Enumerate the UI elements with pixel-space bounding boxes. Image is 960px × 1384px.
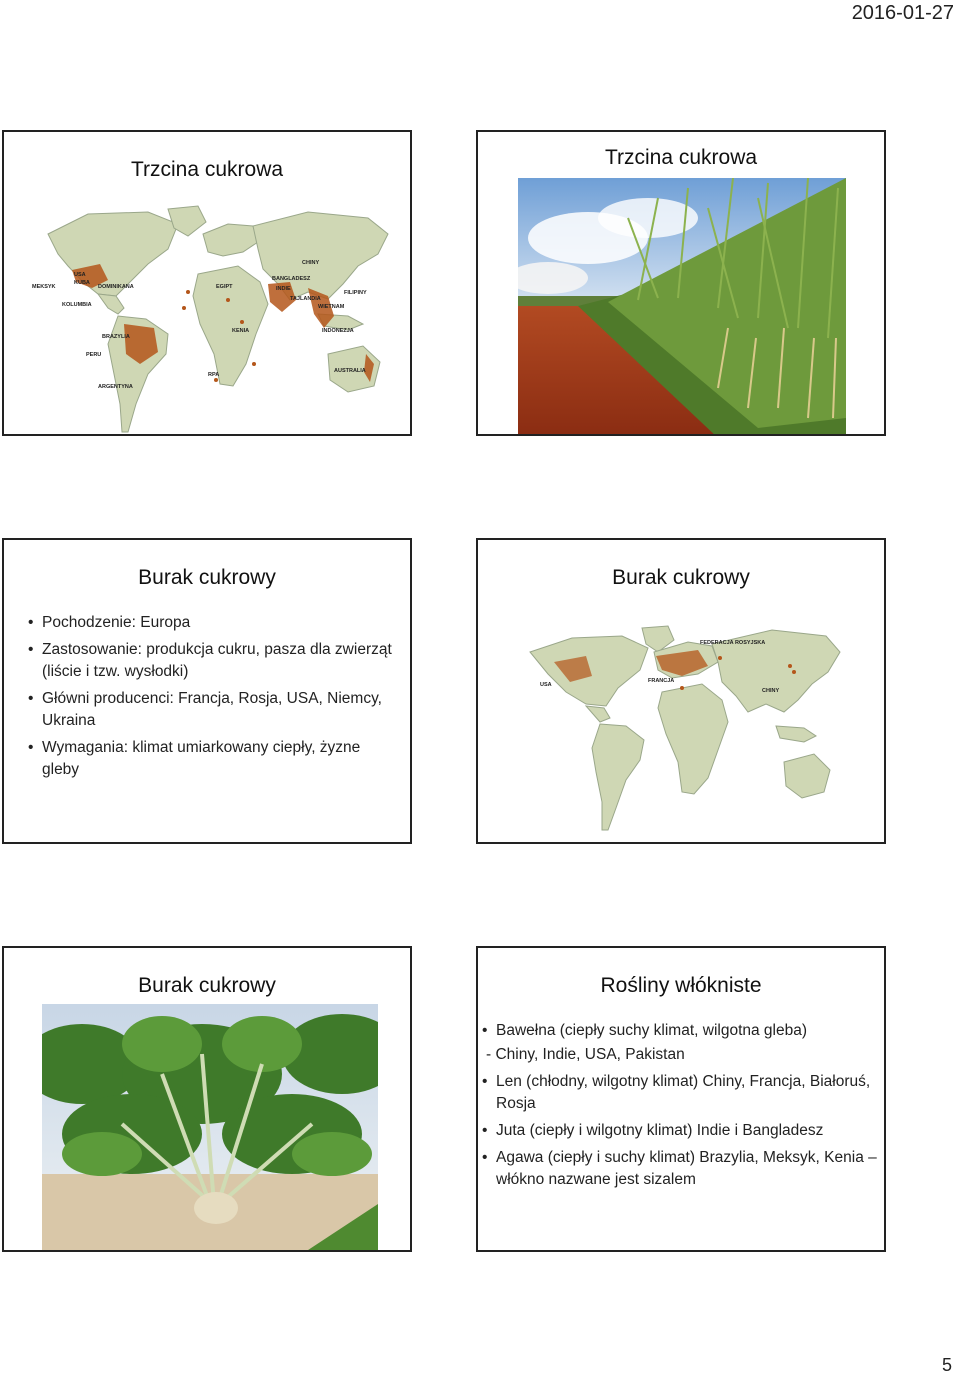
page-date: 2016-01-27 (851, 2, 954, 24)
list-item: - Chiny, Indie, USA, Pakistan (486, 1046, 685, 1063)
map-label-bangladesz: BANGLADESZ (272, 276, 311, 282)
map-label-egipt: EGIPT (216, 284, 233, 290)
list-item: • Pochodzenie: Europa (28, 612, 398, 634)
slide-sugarbeet-map (476, 538, 886, 844)
map-label-rpa: RPA (208, 372, 220, 378)
map-label-usa: USA (74, 272, 86, 278)
slide-title: Rośliny włókniste (600, 974, 762, 997)
list-item: • Len (chłodny, wilgotny klimat) Chiny, Francja, Białoruś, Rosja (482, 1071, 878, 1115)
slide-sugarbeet-text (2, 538, 412, 844)
map-label-filipiny: FILIPINY (344, 290, 367, 296)
world-map-sugarcane (28, 204, 390, 436)
bullet-list (28, 612, 398, 786)
list-item: • Główni producenci: Francja, Rosja, USA, Niemcy, Ukraina (28, 688, 398, 732)
bullet-list (482, 1020, 878, 1196)
map-label-francja: FRANCJA (648, 678, 675, 684)
map-label-chiny: CHINY (762, 688, 780, 694)
slide-title: Trzcina cukrowa (604, 146, 758, 169)
map-label-federacja-rosyjska: FEDERACJA ROSYJSKA (700, 640, 766, 646)
slide-sugarbeet-photo (2, 946, 412, 1252)
list-item: • Bawełna (ciepły suchy klimat, wilgotna gleba) (482, 1020, 878, 1042)
slide-title: Burak cukrowy (612, 566, 750, 589)
slide-sugarcane-map (2, 130, 412, 436)
sugarbeet-plant-photo (42, 1004, 378, 1252)
map-label-brazylia: BRAZYLIA (102, 334, 130, 340)
map-label-indonezja: INDONEZJA (322, 328, 354, 334)
map-label-chiny: CHINY (302, 260, 320, 266)
slide-title: Burak cukrowy (138, 974, 276, 997)
map-label-kuba: KUBA (74, 280, 90, 286)
map-label-argentyna: ARGENTYNA (98, 384, 133, 390)
map-label-kolumbia: KOLUMBIA (62, 302, 92, 308)
map-label-kenia: KENIA (232, 328, 250, 334)
map-label-peru: PERU (86, 352, 102, 358)
slide-fiber-plants (476, 946, 886, 1252)
map-label-indie: INDIE (276, 286, 291, 292)
map-label-meksyk: MEKSYK (32, 284, 56, 290)
slide-sugarcane-photo (476, 130, 886, 436)
map-label-dominikana: DOMINIKANA (98, 284, 134, 290)
map-label-usa: USA (540, 682, 552, 688)
list-item: • Wymagania: klimat umiarkowany ciepły, żyzne gleby (28, 737, 398, 781)
map-label-wietnam: WIETNAM (318, 304, 345, 310)
world-map-sugarbeet (522, 622, 842, 834)
slide-title: Trzcina cukrowa (130, 158, 284, 181)
slide-title: Burak cukrowy (138, 566, 276, 589)
list-item: • Agawa (ciepły i suchy klimat) Brazylia, Meksyk, Kenia – włókno nazwane jest sizalem (482, 1147, 878, 1191)
list-item: • Juta (ciepły i wilgotny klimat) Indie i Bangladesz (482, 1120, 878, 1142)
map-label-australia: AUSTRALIA (334, 368, 366, 374)
map-label-tajlandia: TAJLANDIA (290, 296, 321, 302)
list-item: • Zastosowanie: produkcja cukru, pasza dla zwierząt (liście i tzw. wysłodki) (28, 639, 398, 683)
page-number: 5 (941, 1355, 952, 1375)
sugarcane-field-photo (518, 178, 846, 436)
